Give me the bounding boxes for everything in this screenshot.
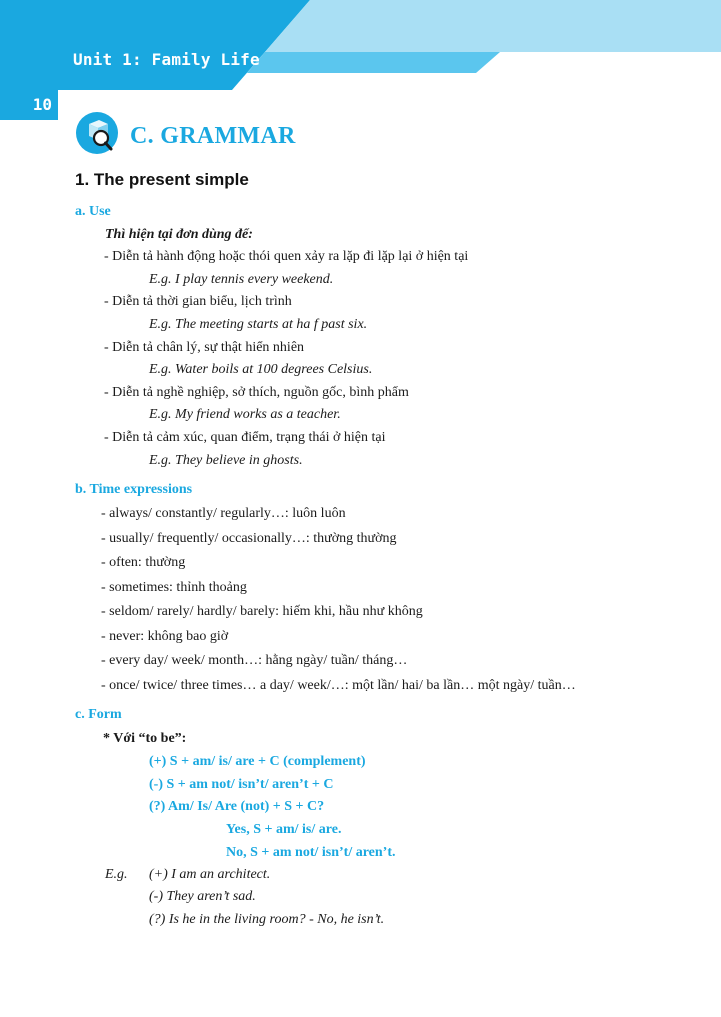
grammar-cube-magnifier-icon bbox=[74, 110, 120, 156]
use-item: - Diễn tả cảm xúc, quan điểm, trạng thái ở hiện tại bbox=[104, 430, 386, 445]
use-example: E.g. My friend works as a teacher. bbox=[149, 407, 341, 422]
form-example: (-) They aren’t sad. bbox=[149, 889, 256, 904]
time-expression-item: - once/ twice/ three times… a day/ week/…: một lần/ hai/ ba lần… một ngày/ tuần… bbox=[101, 678, 576, 693]
use-item: - Diễn tả nghề nghiệp, sở thích, nguồn gốc, bình phẩm bbox=[104, 385, 409, 400]
formula-positive: (+) S + am/ is/ are + C (complement) bbox=[149, 754, 366, 769]
use-heading: a. Use bbox=[75, 204, 111, 219]
use-example: E.g. They believe in ghosts. bbox=[149, 453, 303, 468]
formula-question: (?) Am/ Is/ Are (not) + S + C? bbox=[149, 799, 325, 814]
formula-negative: (-) S + am not/ isn’t/ aren’t + C bbox=[149, 777, 334, 792]
page-number-box bbox=[0, 90, 58, 120]
eg-label: E.g. bbox=[105, 867, 128, 882]
time-expressions-heading: b. Time expressions bbox=[75, 482, 193, 497]
topic-title: 1. The present simple bbox=[75, 170, 249, 189]
header-band bbox=[0, 0, 721, 90]
use-item: - Diễn tả chân lý, sự thật hiển nhiên bbox=[104, 340, 305, 355]
time-expression-item: - often: thường bbox=[101, 555, 186, 570]
unit-title: Unit 1: Family Life bbox=[73, 50, 260, 69]
use-example: E.g. I play tennis every weekend. bbox=[149, 272, 334, 287]
time-expression-item: - sometimes: thỉnh thoảng bbox=[101, 580, 247, 595]
time-expression-item: - always/ constantly/ regularly…: luôn luôn bbox=[101, 506, 346, 521]
time-expression-item: - seldom/ rarely/ hardly/ barely: hiếm khi, hầu như không bbox=[101, 604, 423, 619]
form-heading: c. Form bbox=[75, 707, 122, 722]
time-expression-item: - usually/ frequently/ occasionally…: thường thường bbox=[101, 531, 397, 546]
answer-no: No, S + am not/ isn’t/ aren’t. bbox=[226, 845, 396, 860]
section-title: C. GRAMMAR bbox=[130, 123, 296, 149]
use-example: E.g. Water boils at 100 degrees Celsius. bbox=[149, 362, 373, 377]
use-item: - Diễn tả hành động hoặc thói quen xảy ra lặp đi lặp lại ở hiện tại bbox=[104, 249, 469, 264]
time-expression-item: - every day/ week/ month…: hằng ngày/ tuần/ tháng… bbox=[101, 653, 408, 668]
use-item: - Diễn tả thời gian biểu, lịch trình bbox=[104, 294, 292, 309]
page-number: 10 bbox=[32, 95, 52, 114]
to-be-label: * Với “to be”: bbox=[103, 731, 187, 746]
use-intro: Thì hiện tại đơn dùng để: bbox=[105, 227, 253, 242]
time-expression-item: - never: không bao giờ bbox=[101, 629, 229, 644]
answer-yes: Yes, S + am/ is/ are. bbox=[226, 822, 342, 837]
form-example: (?) Is he in the living room? - No, he isn’t. bbox=[149, 912, 385, 927]
form-example: (+) I am an architect. bbox=[149, 867, 271, 882]
use-example: E.g. The meeting starts at ha f past six. bbox=[149, 317, 368, 332]
